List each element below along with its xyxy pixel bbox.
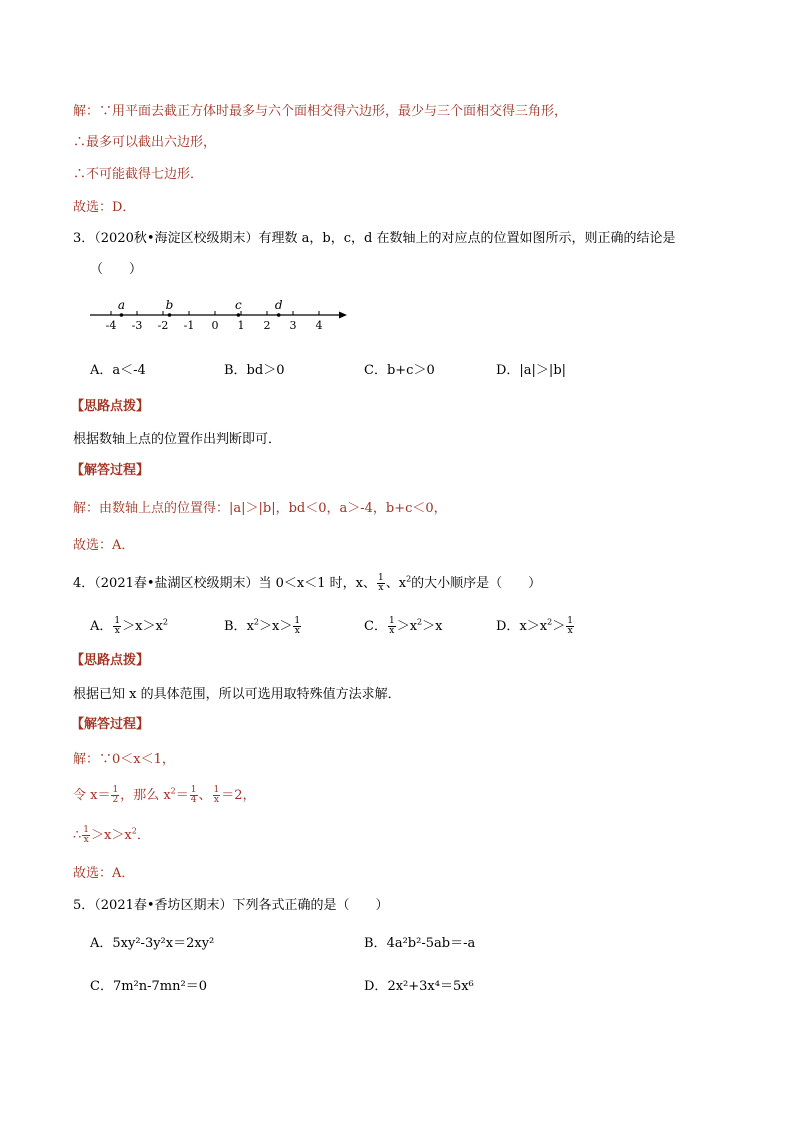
gt-sign: ＞ xyxy=(259,619,273,634)
option-label: B． xyxy=(224,619,247,634)
var-x: x xyxy=(409,619,418,634)
frac-denominator: x xyxy=(378,583,384,593)
q3-option-c: C．b+c＞0 xyxy=(364,363,435,378)
frac-numerator: 1 xyxy=(294,616,301,626)
q4-option-c xyxy=(364,617,443,636)
q3-stem: 3．（2020秋•海淀区校级期末）有理数 a，b，c，d 在数轴上的对应点的位置如图所示，则正确的结论是 xyxy=(73,231,676,246)
option-expr: 7m²n-7mn²＝0 xyxy=(112,979,207,994)
q5-stem: 5．（2021春•香坊区期末）下列各式正确的是（ ） xyxy=(73,898,389,913)
number-line-point-label: d xyxy=(274,298,283,312)
number-line xyxy=(85,293,360,335)
number-line-tick-label: -4 xyxy=(105,319,117,332)
q4-hint-header: 【思路点拨】 xyxy=(71,653,150,668)
frac-numerator: 1 xyxy=(567,616,573,626)
var-x: x xyxy=(435,619,443,634)
q4-option-d xyxy=(496,617,575,636)
frac-denominator: x xyxy=(389,626,395,636)
reciprocal-x xyxy=(293,617,301,636)
number-line-point-label: b xyxy=(165,298,174,312)
q4-answer: 故选：A． xyxy=(73,866,135,881)
number-line-tick-label: 2 xyxy=(263,319,271,332)
superscript: 2 xyxy=(547,617,553,627)
number-line-point xyxy=(237,313,241,317)
q3-answer: 故选：A． xyxy=(73,538,135,553)
gt-sign: ＞ xyxy=(526,619,540,634)
gt-sign: ＞ xyxy=(142,619,156,634)
frac-denominator: x xyxy=(114,626,120,636)
number-line-point xyxy=(277,313,281,317)
number-line-tick-label: 0 xyxy=(211,319,219,332)
frac-denominator: x xyxy=(567,626,573,636)
q4-solution-line2 xyxy=(73,786,256,805)
q2-solution-line3: ∴不可能截得七边形． xyxy=(73,167,204,182)
option-label: B． xyxy=(364,936,387,951)
q3-option-a: A．a＜-4 xyxy=(90,363,146,378)
superscript: 2 xyxy=(170,786,176,796)
number-line-point-label: a xyxy=(117,298,125,312)
q3-solution: 解：由数轴上点的位置得：|a|＞|b|，bd＜0，a＞-4，b+c＜0， xyxy=(73,501,447,516)
frac-denominator: 4 xyxy=(190,795,197,805)
number-line-point xyxy=(120,313,124,317)
text: ． xyxy=(136,828,150,843)
var-x: x xyxy=(124,828,132,843)
var-x: x xyxy=(519,619,527,634)
option-expr: 2x²+3x⁴＝5x⁶ xyxy=(387,979,474,994)
q4-stem-reciprocal xyxy=(377,574,385,593)
number-line-tick-label: 1 xyxy=(237,319,245,332)
q4-option-b xyxy=(224,617,302,636)
reciprocal-x xyxy=(113,617,121,636)
option-label: D． xyxy=(364,979,388,994)
q4-stem-part3: 的大小顺序是（ ） xyxy=(411,576,542,591)
frac-denominator: x xyxy=(294,626,300,636)
text: 、 xyxy=(198,788,212,803)
frac-numerator: 1 xyxy=(213,785,220,795)
frac-denominator: x xyxy=(83,835,89,845)
superscript: 2 xyxy=(131,826,137,836)
q4-stem xyxy=(73,574,541,593)
reciprocal-x xyxy=(566,617,574,636)
number-line-tick-label: 4 xyxy=(315,319,323,332)
q2-solution-line1: 解：∵用平面去截正方体时最多与六个面相交得六边形，最少与三个面相交得三角形， xyxy=(73,104,568,119)
gt-sign: ＞ xyxy=(396,619,410,634)
var-x: x xyxy=(104,828,112,843)
frac-numerator: 1 xyxy=(190,785,197,795)
superscript: 2 xyxy=(417,617,423,627)
frac-numerator: 1 xyxy=(112,785,119,795)
gt-sign: ＞ xyxy=(279,619,293,634)
number-line-tick-label: 3 xyxy=(289,319,297,332)
number-line-tick-label: -1 xyxy=(183,319,195,332)
q4-solution-line3 xyxy=(73,826,150,845)
option-label: C． xyxy=(90,979,113,994)
option-label: A． xyxy=(90,619,113,634)
q4-solution-line1: 解：∵0＜x＜1， xyxy=(73,752,175,767)
superscript: 2 xyxy=(253,617,259,627)
number-line-point xyxy=(168,313,172,317)
text: ，那么 x xyxy=(120,788,171,803)
number-line-tick-label: -2 xyxy=(157,319,169,332)
reciprocal-x xyxy=(388,617,396,636)
q3-process-header: 【解答过程】 xyxy=(71,463,150,478)
reciprocal-x xyxy=(213,786,221,805)
option-expr: 4a²b²-5ab＝-a xyxy=(386,936,476,951)
gt-sign: ＞ xyxy=(422,619,436,634)
gt-sign: ＞ xyxy=(552,619,566,634)
q4-process-header: 【解答过程】 xyxy=(71,717,150,732)
var-x: x xyxy=(155,619,163,634)
var-x: x xyxy=(135,619,143,634)
frac-denominator: x xyxy=(213,795,219,805)
text: ＝2， xyxy=(221,788,256,803)
gt-sign: ＞ xyxy=(122,619,136,634)
number-line-arrow xyxy=(339,312,347,319)
option-label: A． xyxy=(90,936,113,951)
gt-sign: ＞ xyxy=(91,828,105,843)
frac-numerator: 1 xyxy=(83,825,90,835)
q5-option-d xyxy=(364,978,474,996)
therefore-sign: ∴ xyxy=(73,828,82,843)
option-label: D． xyxy=(496,619,520,634)
q5-option-b xyxy=(364,935,475,953)
q3-option-d: D．|a|＞|b| xyxy=(496,363,567,378)
q2-solution-line2: ∴最多可以截出六边形， xyxy=(73,135,217,150)
option-label: C． xyxy=(364,619,387,634)
gt-sign: ＞ xyxy=(111,828,125,843)
q4-hint-text: 根据已知 x 的具体范围，所以可选用取特殊值方法求解． xyxy=(73,687,401,702)
q4-option-a xyxy=(90,617,168,636)
quarter-fraction xyxy=(190,786,198,805)
frac-numerator: 1 xyxy=(114,616,121,626)
frac-numerator: 1 xyxy=(388,616,395,626)
q2-answer: 故选：D． xyxy=(73,200,136,215)
text: ＝ xyxy=(175,788,189,803)
frac-denominator: 2 xyxy=(112,795,119,805)
text: 令 x＝ xyxy=(73,788,111,803)
q3-answer-paren: （ ） xyxy=(90,262,143,277)
q5-option-c xyxy=(90,978,207,996)
number-line-tick-label: -3 xyxy=(131,319,143,332)
q4-stem-part2: 、x xyxy=(385,576,407,591)
superscript: 2 xyxy=(406,574,412,584)
frac-numerator: 1 xyxy=(378,573,384,583)
half-fraction xyxy=(111,786,119,805)
var-x: x xyxy=(539,619,548,634)
q3-hint-text: 根据数轴上点的位置作出判断即可． xyxy=(73,432,282,447)
q3-hint-header: 【思路点拨】 xyxy=(71,399,150,414)
var-x: x xyxy=(246,619,254,634)
q3-option-b: B．bd＞0 xyxy=(224,363,285,378)
number-line-point-label: c xyxy=(235,298,242,312)
option-expr: 5xy²-3y²x＝2xy² xyxy=(112,936,215,951)
reciprocal-x xyxy=(82,826,90,845)
q4-stem-part1: 4．（2021春•盐湖区校级期末）当 0＜x＜1 时，x、 xyxy=(73,576,376,591)
superscript: 2 xyxy=(162,617,168,627)
var-x: x xyxy=(272,619,280,634)
q5-option-a xyxy=(90,935,214,953)
